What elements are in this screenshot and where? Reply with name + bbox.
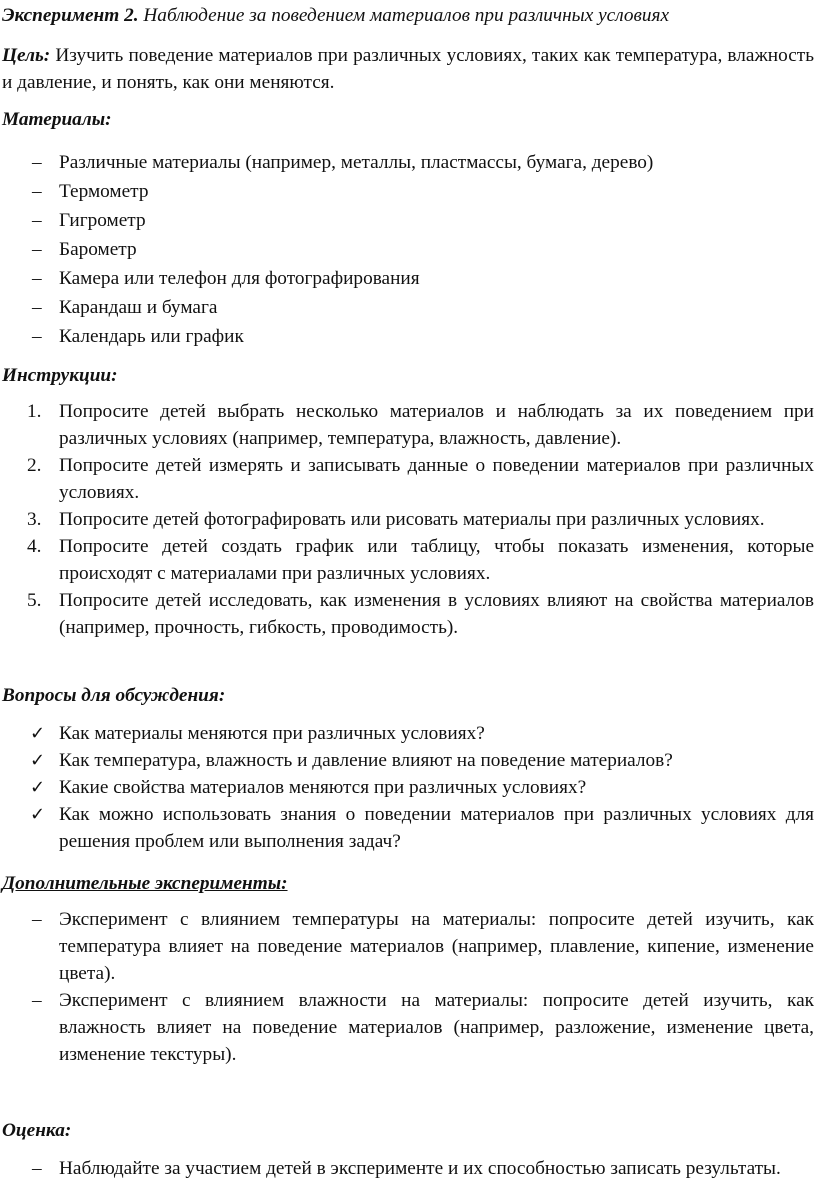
questions-list [2, 720, 814, 855]
title-text: Наблюдение за поведением материалов при различных условиях [143, 5, 670, 26]
evaluation-heading: Оценка: [2, 1120, 72, 1141]
goal-text: Изучить поведение материалов при различных условиях, таких как температура, влажность и давление, и понять, как они меняются. [2, 45, 814, 93]
list-item [2, 533, 814, 587]
material-item: Карандаш и бумага [59, 297, 218, 318]
extra-experiments-heading: Дополнительные эксперименты: [2, 873, 288, 894]
materials-heading: Материалы: [2, 109, 112, 130]
instruction-text: Попросите детей исследовать, как изменения в условиях влияют на свойства материалов (например, прочность, гибкость, проводимость). [59, 590, 814, 638]
instructions-list [2, 398, 814, 641]
list-item [2, 774, 814, 801]
extra-experiment-text: Эксперимент с влиянием температуры на материалы: попросите детей изучить, как температура влияет на поведение материалов (например, плавление, кипение, изменение цвета). [59, 909, 814, 984]
question-text: Какие свойства материалов меняются при различных условиях? [59, 777, 587, 798]
material-item: Календарь или график [59, 326, 244, 347]
evaluation-list [2, 1155, 814, 1182]
dash-marker: – [32, 181, 42, 202]
questions-list-block [2, 720, 814, 855]
list-item [2, 398, 814, 452]
item-number: 4. [27, 536, 42, 557]
material-item: Различные материалы (например, металлы, пластмассы, бумага, дерево) [59, 152, 654, 173]
item-number: 3. [27, 509, 42, 530]
list-item [2, 801, 814, 855]
materials-list [2, 148, 814, 351]
list-item [2, 293, 814, 322]
dash-marker: – [32, 326, 42, 347]
dash-marker: – [32, 297, 42, 318]
item-number: 5. [27, 590, 42, 611]
question-text: Как температура, влажность и давление влияют на поведение материалов? [59, 750, 673, 771]
list-item [2, 148, 814, 177]
evaluation-list-block [2, 1155, 814, 1182]
dash-marker: – [32, 909, 42, 930]
instructions-heading: Инструкции: [2, 365, 118, 386]
list-item [2, 506, 814, 533]
material-item: Барометр [59, 239, 137, 260]
extra-experiments-list [2, 906, 814, 1068]
list-item [2, 987, 814, 1068]
checkmark-icon: ✓ [30, 804, 46, 825]
material-item: Термометр [59, 181, 149, 202]
dash-marker: – [32, 210, 42, 231]
checkmark-icon: ✓ [30, 777, 46, 798]
checkmark-icon: ✓ [30, 750, 46, 771]
instruction-text: Попросите детей создать график или таблицу, чтобы показать изменения, которые происходят с материалами при различных условиях. [59, 536, 814, 584]
list-item [2, 747, 814, 774]
list-item [2, 206, 814, 235]
list-item [2, 235, 814, 264]
checkmark-icon: ✓ [30, 723, 46, 744]
dash-marker: – [32, 1158, 42, 1179]
instruction-text: Попросите детей фотографировать или рисовать материалы при различных условиях. [59, 509, 765, 530]
experiment-title [2, 2, 669, 29]
list-item [2, 587, 814, 641]
dash-marker: – [32, 268, 42, 289]
question-text: Как можно использовать знания о поведении материалов при различных условиях для решения проблем или выполнения задач? [59, 804, 814, 852]
dash-marker: – [32, 990, 42, 1011]
goal-label: Цель: [2, 45, 51, 66]
goal-paragraph [2, 42, 814, 96]
extra-experiment-text: Эксперимент с влиянием влажности на материалы: попросите детей изучить, как влажность влияет на поведение материалов (например, разложение, изменение цвета, изменение текстуры). [59, 990, 814, 1065]
extra-list-block [2, 906, 814, 1068]
dash-marker: – [32, 152, 42, 173]
item-number: 1. [27, 401, 42, 422]
evaluation-text: Наблюдайте за участием детей в эксперименте и их способностью записать результаты. [59, 1158, 781, 1179]
instruction-text: Попросите детей выбрать несколько материалов и наблюдать за их поведением при различных условиях (например, температура, влажность, давление). [59, 401, 814, 449]
list-item [2, 1155, 814, 1182]
questions-heading: Вопросы для обсуждения: [2, 685, 226, 706]
item-number: 2. [27, 455, 42, 476]
list-item [2, 720, 814, 747]
instructions-list-block [2, 398, 814, 641]
dash-marker: – [32, 239, 42, 260]
list-item [2, 264, 814, 293]
list-item [2, 906, 814, 987]
materials-list-block [2, 148, 814, 351]
instruction-text: Попросите детей измерять и записывать данные о поведении материалов при различных условиях. [59, 455, 814, 503]
title-number: Эксперимент 2. [2, 5, 139, 26]
list-item [2, 452, 814, 506]
list-item [2, 322, 814, 351]
question-text: Как материалы меняются при различных условиях? [59, 723, 485, 744]
list-item [2, 177, 814, 206]
material-item: Камера или телефон для фотографирования [59, 268, 420, 289]
material-item: Гигрометр [59, 210, 146, 231]
